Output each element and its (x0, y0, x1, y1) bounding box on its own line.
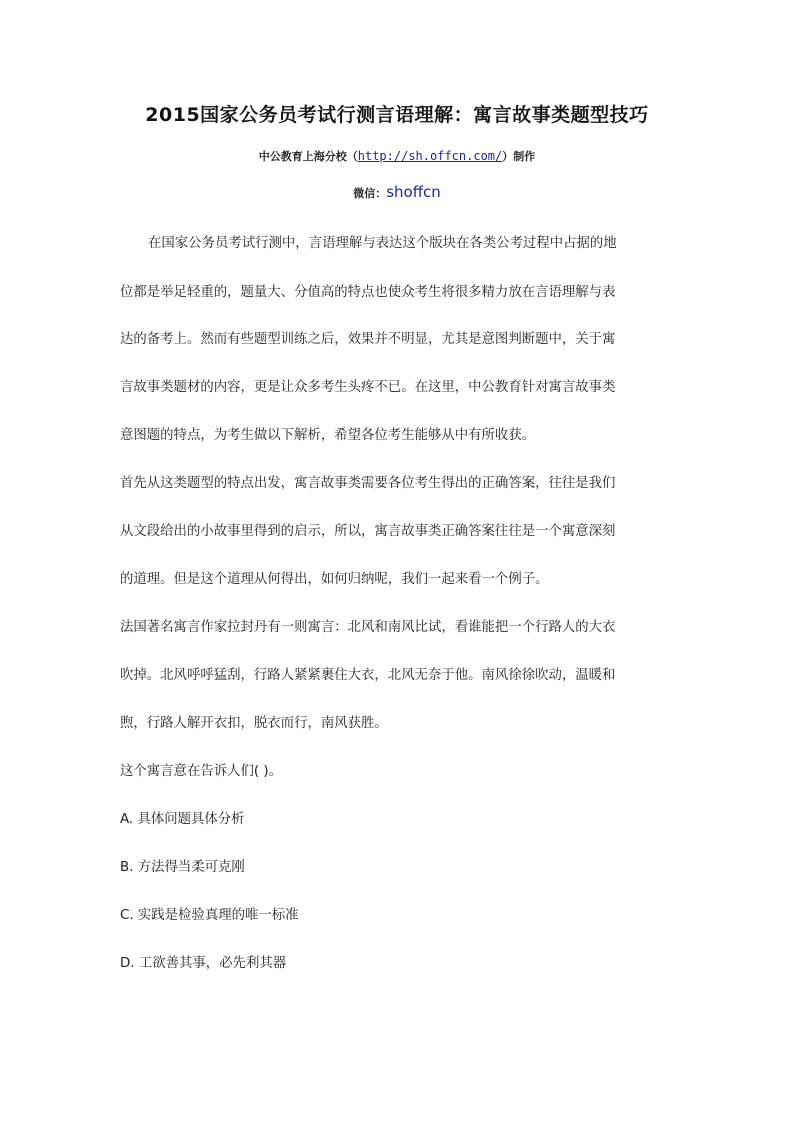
wechat-label: 微信： (353, 187, 387, 200)
subtitle-prefix: 中公教育上海分校（ (258, 150, 358, 163)
paragraph-1-line-3: 达的备考上。然而有些题型训练之后，效果并不明显，尤其是意图判断题中，关于寓 (120, 332, 616, 347)
paragraph-3-line-1: 法国著名寓言作家拉封丹有一则寓言：北风和南风比试，看谁能把一个行路人的大衣 (120, 620, 616, 635)
paragraph-1-line-2: 位都是举足轻重的，题量大、分值高的特点也使众考生将很多精力放在言语理解与表 (120, 285, 616, 300)
wechat-handle: shoffcn (386, 183, 441, 201)
paragraph-1-line-4: 言故事类题材的内容，更是让众多考生头疼不已。在这里，中公教育针对寓言故事类 (120, 380, 616, 395)
paragraph-2-line-2: 从文段给出的小故事里得到的启示，所以，寓言故事类正确答案往往是一个寓意深刻 (120, 524, 616, 539)
paragraph-2-line-3: 的道理。但是这个道理从何得出，如何归纳呢，我们一起来看一个例子。 (120, 572, 549, 587)
option-c: C. 实践是检验真理的唯一标准 (120, 908, 299, 923)
paragraph-2-line-1: 首先从这类题型的特点出发，寓言故事类需要各位考生得出的正确答案，往往是我们 (120, 476, 616, 491)
document-title: 2015国家公务员考试行测言语理解：寓言故事类题型技巧 (145, 104, 649, 126)
wechat-line (0, 183, 794, 201)
document-subtitle (0, 148, 794, 164)
subtitle-suffix: ）制作 (502, 150, 536, 163)
paragraph-3-line-3: 煦，行路人解开衣扣，脱衣而行，南风获胜。 (120, 716, 388, 731)
option-a: A. 具体问题具体分析 (120, 812, 245, 827)
option-d: D. 工欲善其事，必先利其器 (120, 956, 287, 971)
paragraph-1-line-5: 意图题的特点，为考生做以下解析，希望各位考生能够从中有所收获。 (120, 428, 536, 443)
option-b: B. 方法得当柔可克刚 (120, 860, 245, 875)
question-stem: 这个寓言意在告诉人们( )。 (120, 764, 283, 779)
paragraph-3-line-2: 吹掉。北风呼呼猛刮，行路人紧紧裹住大衣，北风无奈于他。南风徐徐吹动，温暖和 (120, 668, 616, 683)
paragraph-1-line-1: 在国家公务员考试行测中，言语理解与表达这个版块在各类公考过程中占据的地 (148, 236, 617, 251)
source-link[interactable]: http://sh.offcn.com/ (357, 149, 503, 163)
